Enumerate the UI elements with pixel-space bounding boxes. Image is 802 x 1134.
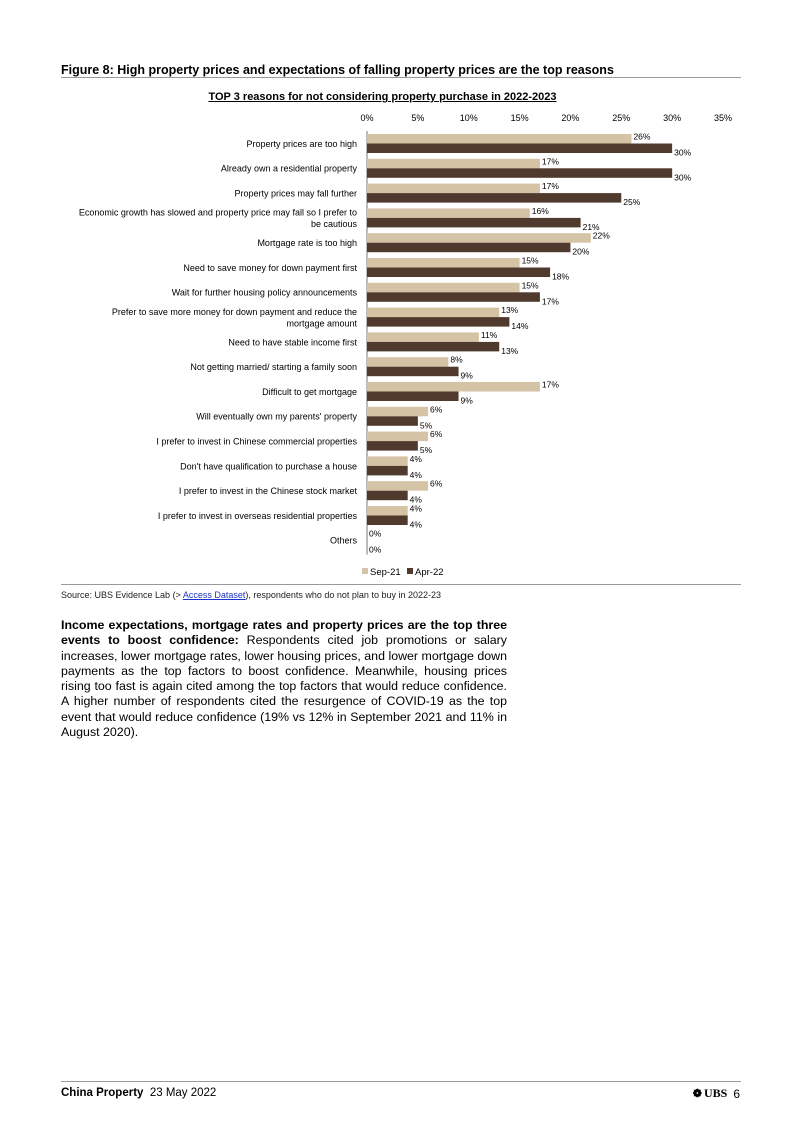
x-tick-label: 10% [459,113,478,123]
footer-rule [61,1081,741,1082]
ubs-wordmark: UBS [703,1086,728,1100]
data-label: 4% [409,503,422,514]
bar-apr-22 [367,317,509,327]
bar-apr-22 [367,292,540,302]
bar-sep-21 [367,134,631,144]
category-label: Need to have stable income first [228,337,357,348]
bar-sep-21 [367,407,428,417]
x-tick-label: 5% [411,113,425,123]
data-label: 22% [592,230,610,241]
bar-sep-21 [367,506,408,516]
access-dataset-link[interactable]: Access Dataset [182,590,246,600]
category-label: Wait for further housing policy announcements [171,287,357,298]
body-paragraph [61,618,507,740]
ubs-keys-icon: ❁ [692,1088,702,1100]
legend-label: Apr-22 [415,567,444,578]
data-label: 4% [409,494,422,505]
data-label: 13% [501,345,519,356]
data-label: 17% [541,181,559,192]
category-label: Property prices may fall further [234,188,357,199]
page-number: 6 [733,1086,740,1101]
category-label: I prefer to invest in Chinese commercial properties [156,436,357,447]
category-label: Prefer to save more money for down payment and reduce the [111,306,357,317]
data-label: 5% [419,420,433,431]
bar-sep-21 [367,208,530,218]
bar-apr-22 [367,466,408,476]
category-label: Others [329,535,357,546]
data-label: 16% [531,205,549,216]
x-tick-label: 15% [510,113,529,123]
body-lead: Income expectations, mortgage rates and property prices are the top three events to boost confidence: [61,618,507,648]
bar-sep-21 [367,382,540,392]
bar-sep-21 [367,456,408,466]
data-label: 15% [521,280,539,291]
data-label: 5% [419,445,433,456]
bar-sep-21 [367,233,591,243]
x-tick-label: 20% [561,113,580,123]
bar-apr-22 [367,392,459,402]
bar-apr-22 [367,193,621,203]
category-label: Property prices are too high [246,138,357,149]
data-label: 26% [633,131,651,142]
bar-apr-22 [367,416,418,426]
bar-apr-22 [367,441,418,451]
footer-right [693,1086,740,1101]
data-label: 4% [409,519,422,530]
data-label: 13% [501,305,519,316]
bar-sep-21 [367,283,520,293]
bar-sep-21 [367,184,540,194]
category-label: I prefer to invest in overseas residential properties [157,510,357,521]
bar-sep-21 [367,159,540,169]
data-label: 0% [369,528,382,539]
data-label: 17% [541,296,559,307]
category-label: Already own a residential property [220,163,357,174]
bar-sep-21 [367,357,448,367]
source-note [61,590,441,600]
data-label: 0% [369,544,382,555]
footer-left [61,1087,216,1099]
category-label: Will eventually own my parents' property [196,411,357,422]
bar-apr-22 [367,243,570,253]
category-label: Mortgage rate is too high [257,238,357,249]
bar-sep-21 [367,258,520,268]
bar-apr-22 [367,367,459,377]
report-name: China Property [61,1087,144,1099]
data-label: 4% [409,453,422,464]
category-label: I prefer to invest in the Chinese stock market [178,486,357,497]
bar-sep-21 [367,332,479,342]
bar-sep-21 [367,432,428,442]
category-label: Economic growth has slowed and property price may fall so I prefer to [78,207,357,218]
bar-sep-21 [367,308,499,318]
data-label: 17% [541,379,559,390]
body-text: Respondents cited job promotions or salary increases, lower mortgage rates, lower housing prices, and lower mortgage down payments as the top factors to boost confidence. Meanwhile, housing prices rising too fast is again cited among the top factors that would reduce confidence. A higher number of respondents cited the resurgence of COVID-19 as the top event that would reduce confidence (19% vs 12% in September 2021 and 11% in August 2020). [61,633,507,740]
chart-title: TOP 3 reasons for not considering property purchase in 2022-2023 [208,91,557,103]
data-label: 30% [674,172,692,183]
data-label: 25% [623,197,641,208]
data-label: 4% [409,469,422,480]
x-tick-label: 35% [713,113,733,123]
data-label: 14% [511,321,529,332]
bar-apr-22 [367,491,408,501]
bar-apr-22 [367,144,672,154]
bar-apr-22 [367,218,581,228]
data-label: 9% [460,370,473,381]
x-tick-label: 30% [663,113,682,123]
data-label: 9% [460,395,473,406]
category-label: be cautious [310,219,357,230]
data-label: 11% [480,329,498,340]
data-label: 6% [430,478,443,489]
source-prefix: Source: UBS Evidence Lab (> [61,590,183,600]
data-label: 15% [521,255,539,266]
category-label: Don't have qualification to purchase a house [180,461,357,472]
ubs-logo [693,1086,728,1101]
bar-apr-22 [367,168,672,178]
data-label: 8% [450,354,463,365]
source-suffix: ), respondents who do not plan to buy in 2022-23 [245,590,441,600]
category-label: Need to save money for down payment first [183,262,357,273]
x-tick-label: 25% [612,113,631,123]
legend-swatch [362,568,368,574]
data-label: 21% [582,221,600,232]
bar-apr-22 [367,268,550,278]
legend-label: Sep-21 [370,567,401,578]
category-label: Difficult to get mortgage [262,386,357,397]
bar-apr-22 [367,516,408,526]
data-label: 17% [541,156,559,167]
chart-bottom-rule [61,584,741,585]
bar-apr-22 [367,342,499,352]
data-label: 6% [430,404,443,415]
data-label: 18% [552,271,570,282]
legend-swatch [407,568,413,574]
x-tick-label: 0% [360,113,374,123]
figure-title: Figure 8: High property prices and expectations of falling property prices are the top reasons [61,63,614,77]
data-label: 30% [674,147,692,158]
data-label: 20% [572,246,590,257]
report-date: 23 May 2022 [149,1087,217,1099]
category-label: Not getting married/ starting a family soon [190,362,357,373]
category-label: mortgage amount [286,318,357,329]
bar-sep-21 [367,481,428,491]
data-label: 6% [430,429,443,440]
